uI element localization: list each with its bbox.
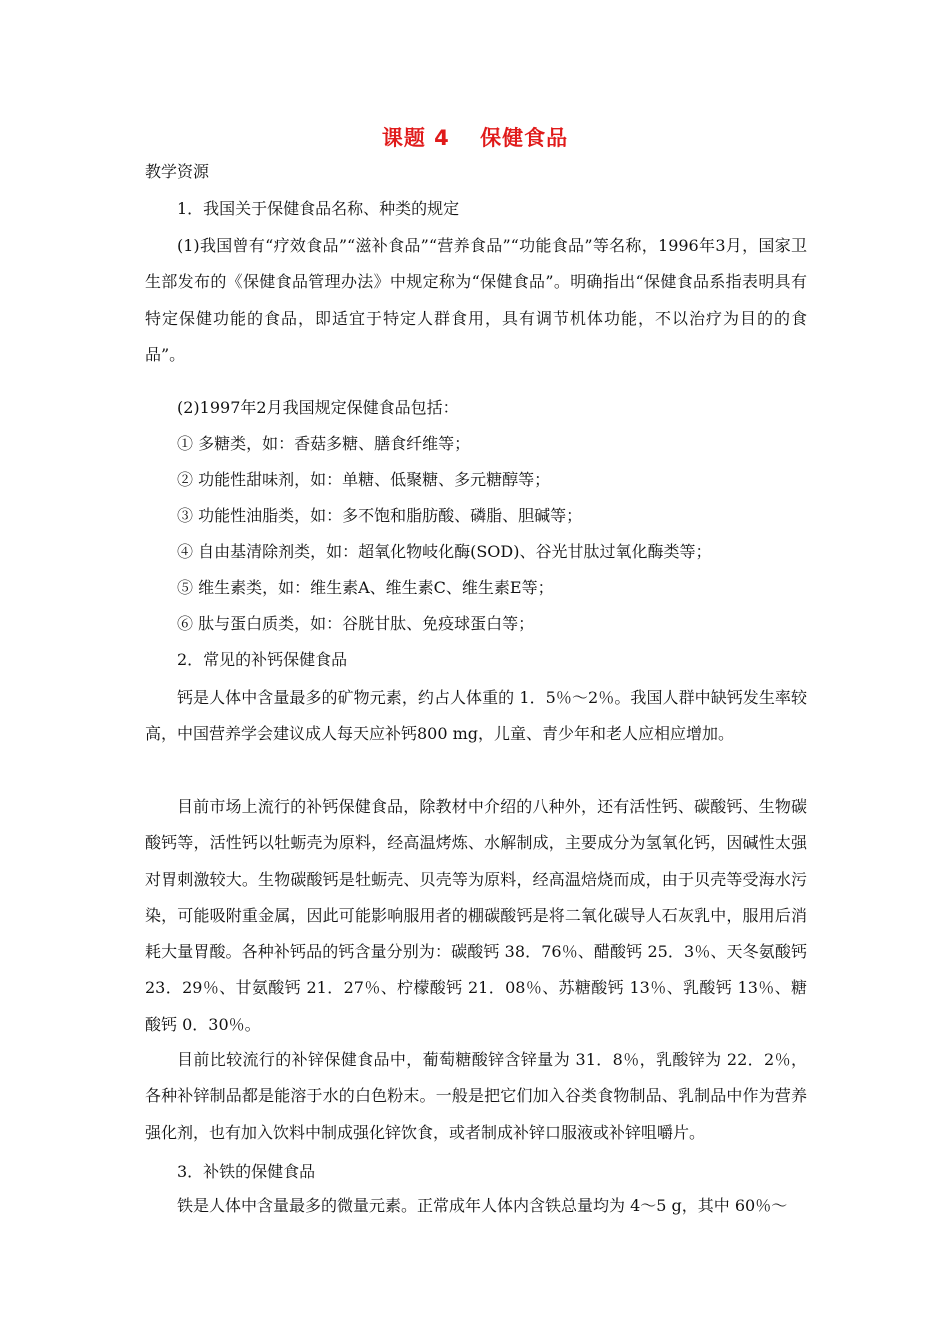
paragraph-3-1: [145, 1188, 807, 1224]
paragraph-text: 钙是人体中含量最多的矿物元素，约占人体重的 1．5％～2％。我国人群中缺钙发生率较高，中国营养学会建议成人每天应补钙800 mg，儿童、青少年和老人应相应增加。: [145, 688, 807, 744]
list-item: ④ 自由基清除剂类，如：超氧化物岐化酶(SOD)、谷光甘肽过氧化酶类等；: [177, 542, 712, 561]
list-item: ⑥ 肽与蛋白质类，如：谷胱甘肽、免疫球蛋白等；: [177, 614, 535, 633]
paragraph-1-1: [145, 228, 807, 373]
list-item: ③ 功能性油脂类，如：多不饱和脂肪酸、磷脂、胆碱等；: [177, 506, 583, 525]
list-item: ⑤ 维生素类，如：维生素A、维生素C、维生素E等；: [177, 578, 554, 597]
paragraph-2-1: [145, 680, 807, 753]
heading-1: 1．我国关于保健食品名称、种类的规定: [177, 199, 460, 218]
section-label: 教学资源: [145, 162, 210, 181]
heading-2: 2．常见的补钙保健食品: [177, 650, 348, 669]
heading-3: 3．补铁的保健食品: [177, 1162, 316, 1181]
paragraph-2-3: [145, 1042, 807, 1151]
paragraph-text: 目前比较流行的补锌保健食品中，葡萄糖酸锌含锌量为 31．8％，乳酸锌为 22．2％，各种补锌制品都是能溶于水的白色粉末。一般是把它们加入谷类食物制品、乳制品中作为营养强化剂，也有加入饮料中制成强化锌饮食，或者制成补锌口服液或补锌咀嚼片。: [145, 1050, 807, 1142]
list-item: ② 功能性甜味剂，如：单糖、低聚糖、多元糖醇等；: [177, 470, 551, 489]
paragraph-text: (1)我国曾有“疗效食品”“滋补食品”“营养食品”“功能食品”等名称，1996年3月，国家卫生部发布的《保健食品管理办法》中规定称为“保健食品”。明确指出“保健食品系指表明具有特定保健功能的食品，即适宜于特定人群食用，具有调节机体功能，不以治疗为目的的食品”。: [145, 236, 807, 364]
paragraph-text: 铁是人体中含量最多的微量元素。正常成年人体内含铁总量均为 4～5 g，其中 60％～: [177, 1196, 788, 1215]
list-item: ① 多糖类，如：香菇多糖、膳食纤维等；: [177, 434, 471, 453]
paragraph-1-2: (2)1997年2月我国规定保健食品包括：: [177, 398, 459, 417]
paragraph-text: 目前市场上流行的补钙保健食品，除教材中介绍的八种外，还有活性钙、碳酸钙、生物碳酸钙等，活性钙以牡蛎壳为原料，经高温烤炼、水解制成，主要成分为氢氧化钙，因碱性太强对胃刺激较大。生物碳酸钙是牡蛎壳、贝壳等为原料，经高温焙烧而成，由于贝壳等受海水污染，可能吸附重金属，因此可能影响服用者的棚碳酸钙是将二氧化碳导人石灰乳中，服用后消耗大量胃酸。各种补钙品的钙含量分别为：碳酸钙 38．76％、醋酸钙 25．3％、天冬氨酸钙 23．29％、甘氨酸钙 21．27％、柠檬酸钙 21．08％、苏糖酸钙 13％、乳酸钙 13％、糖酸钙 0．30％。: [145, 797, 807, 1034]
paragraph-2-2: [145, 789, 807, 1043]
page-title: 课题 4 保健食品: [381, 126, 569, 150]
